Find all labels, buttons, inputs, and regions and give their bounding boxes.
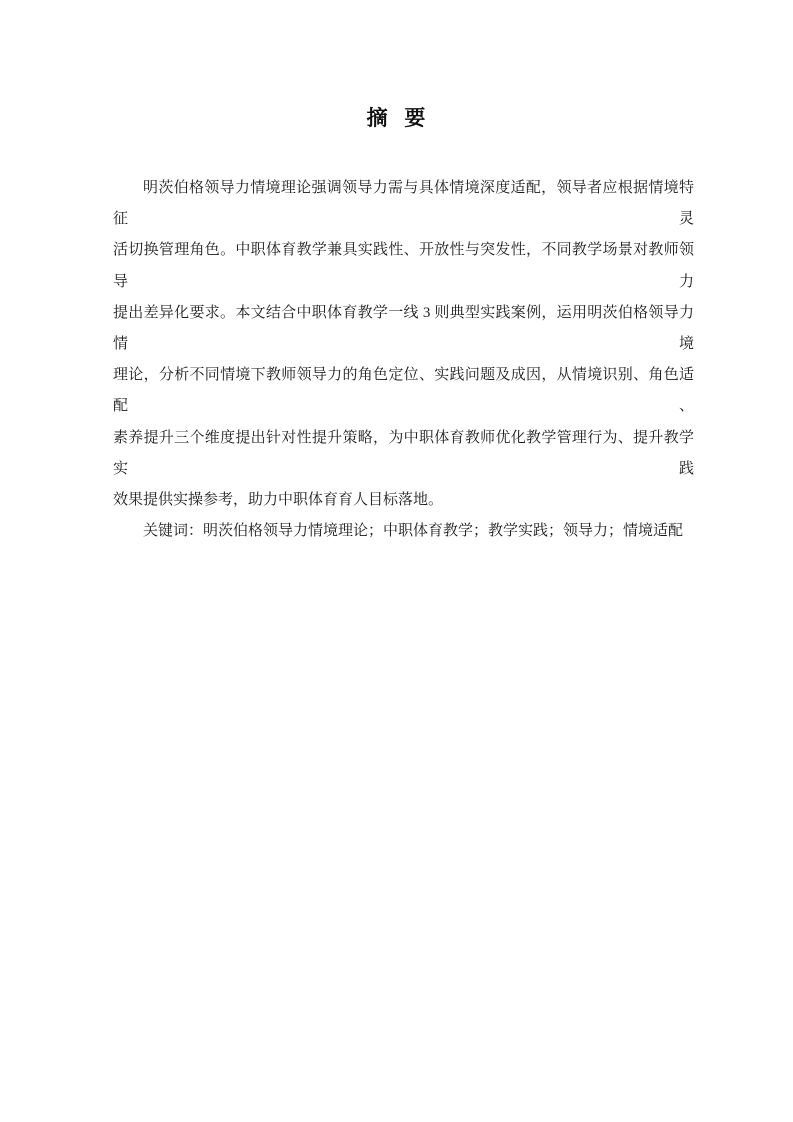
keywords-line: 关键词：明茨伯格领导力情境理论；中职体育教学；教学实践；领导力；情境适配 (143, 523, 684, 540)
abstract-line-5: 素养提升三个维度提出针对性提升策略，为中职体育教师优化教学管理行为、提升教学实践 (113, 429, 694, 477)
abstract-line-3: 提出差异化要求。本文结合中职体育教学一线 3 则典型实践案例，运用明茨伯格领导力情境 (113, 304, 694, 353)
page-title: 摘 要 (366, 106, 427, 130)
abstract-line-6: 效果提供实操参考，助力中职体育育人目标落地。 (113, 492, 444, 509)
abstract-line-4: 理论，分析不同情境下教师领导力的角色定位、实践问题及成因，从情境识别、角色适配、 (113, 367, 694, 415)
abstract-body (113, 173, 694, 547)
abstract-line-2: 活切换管理角色。中职体育教学兼具实践性、开放性与突发性，不同教学场景对教师领导力 (113, 242, 694, 290)
abstract-line-1: 明茨伯格领导力情境理论强调领导力需与具体情境深度适配，领导者应根据情境特征灵 (113, 180, 694, 228)
